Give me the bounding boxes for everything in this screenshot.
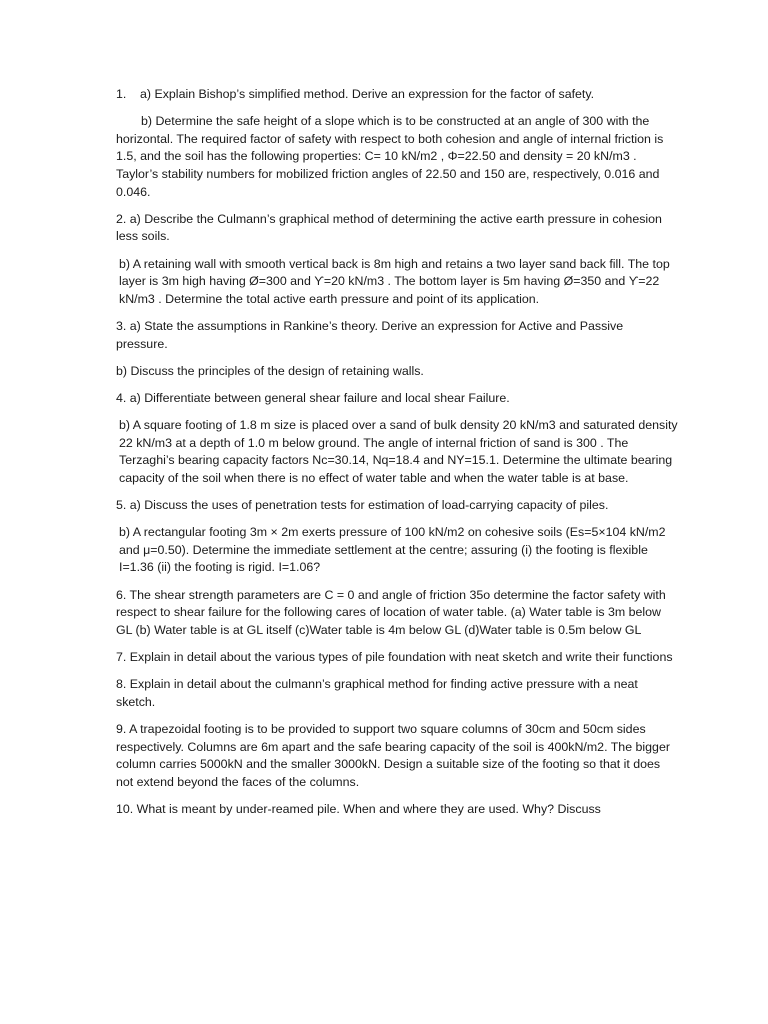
question-3b: b) Discuss the principles of the design of retaining walls.: [116, 363, 424, 378]
question-3a: 3. a) State the assumptions in Rankine’s theory. Derive an expression for Active and Passive pressure.: [116, 318, 624, 351]
question-7: 7. Explain in detail about the various types of pile foundation with neat sketch and write their functions: [116, 649, 673, 664]
document-page: [116, 86, 678, 828]
question-5b: b) A rectangular footing 3m × 2m exerts pressure of 100 kN/m2 on cohesive soils (Es=5×104 kN/m2 and μ=0.50). Determine the immediate settlement at the centre; assuring (i) the footing is flexible I=1.36 (ii) the footing is rigid. I=1.06?: [119, 525, 666, 575]
question-1a-text: a) Explain Bishop’s simplified method. Derive an expression for the factor of safety.: [140, 87, 595, 101]
question-5a: 5. a) Discuss the uses of penetration tests for estimation of load-carrying capacity of piles.: [116, 498, 609, 513]
question-4b: b) A square footing of 1.8 m size is placed over a sand of bulk density 20 kN/m3 and saturated density 22 kN/m3 at a depth of 1.0 m below ground. The angle of internal friction of sand is 300 . The Terzaghi’s bearing capacity factors Nc=30.14, Nq=18.4 and NY=15.1. Determine the ultimate bearing capacity of the soil when there is no effect of water table and when the water table is at base.: [119, 418, 678, 485]
question-10: 10. What is meant by under-reamed pile. When and where they are used. Why? Discuss: [116, 801, 601, 816]
question-9: 9. A trapezoidal footing is to be provided to support two square columns of 30cm and 50cm sides respectively. Columns are 6m apart and the safe bearing capacity of the soil is 400kN/m2. The bigger column carries 5000kN and the smaller 3000kN. Design a suitable size of the footing so that it does not extend beyond the faces of the columns.: [116, 721, 670, 789]
question-2b: b) A retaining wall with smooth vertical back is 8m high and retains a two layer sand back fill. The top layer is 3m high having Ø=300 and ϒ=20 kN/m3 . The bottom layer is 5m having Ø=350 and ϒ=22 kN/m3 . Determine the total active earth pressure and point of its application.: [119, 256, 670, 306]
question-8: 8. Explain in detail about the culmann’s graphical method for finding active pressure with a neat sketch.: [116, 677, 638, 709]
question-2a: 2. a) Describe the Culmann’s graphical method of determining the active earth pressure in cohesion less soils.: [116, 211, 662, 244]
question-1b: b) Determine the safe height of a slope which is to be constructed at an angle of 300 with the horizontal. The required factor of safety with respect to both cohesion and angle of internal friction is 1.5, and the soil has the following properties: C= 10 kN/m2 , Φ=22.50 and density = 20 kN/m3 . Taylor’s stability numbers for mobilized friction angles of 22.50 and 150 are, respectively, 0.016 and 0.046.: [116, 114, 664, 199]
question-1a: [116, 86, 678, 104]
question-1-number: 1.: [116, 87, 127, 101]
question-4a: 4. a) Differentiate between general shear failure and local shear Failure.: [116, 390, 510, 405]
question-6: 6. The shear strength parameters are C = 0 and angle of friction 35o determine the factor safety with respect to shear failure for the following cares of location of water table. (a) Water table is 3m below GL (b) Water table is at GL itself (c)Water table is 4m below GL (d)Water table is 0.5m below GL: [116, 587, 666, 637]
